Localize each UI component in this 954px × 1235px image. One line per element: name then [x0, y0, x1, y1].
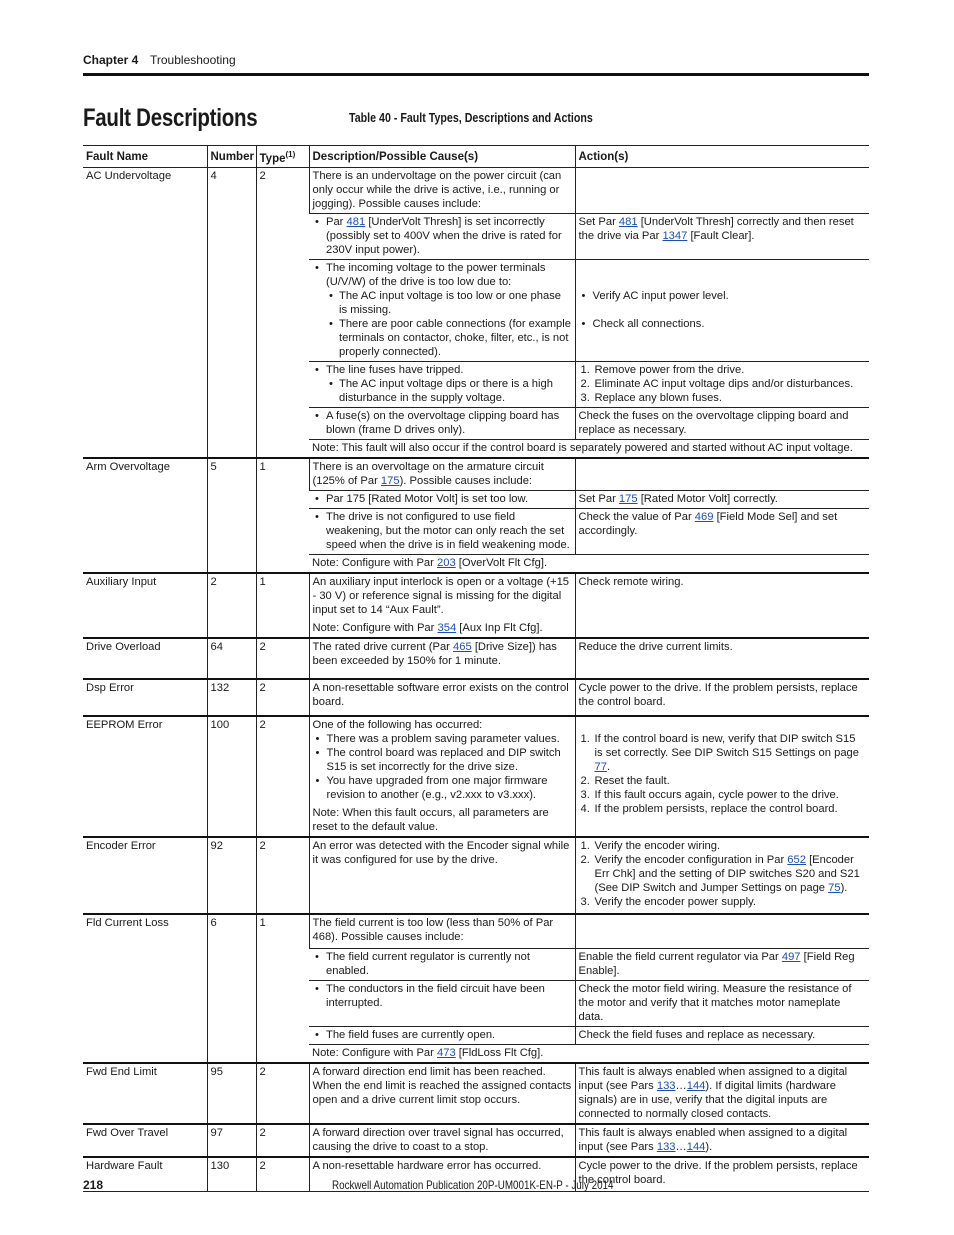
fault-type: 2 — [256, 1063, 309, 1124]
param-link[interactable]: 473 — [437, 1046, 456, 1059]
action-cell: Check the value of Par 469 [Field Mode Sel] and set accordingly. — [575, 508, 869, 554]
fault-number: 2 — [207, 573, 256, 638]
fault-number: 100 — [207, 716, 256, 837]
fault-description: An auxiliary input interlock is open or a voltage (+15 - 30 V) or reference signal is missing for the digital input set to 14 “Aux Fault”. Note: Configure with Par 354 [Aux Inp Flt Cfg]. — [309, 573, 575, 638]
fault-type: 1 — [256, 573, 309, 638]
table-row — [83, 638, 869, 679]
action-cell: Check the field fuses and replace as necessary. — [575, 1026, 869, 1044]
fault-number: 95 — [207, 1063, 256, 1124]
col-header-fault-name: Fault Name — [83, 146, 207, 168]
table-caption: Table 40 - Fault Types, Descriptions and Actions — [349, 110, 593, 125]
fault-description: A non-resettable software error exists on the control board. — [309, 679, 575, 716]
fault-note: Note: This fault will also occur if the control board is separately powered and started without AC input voltage. — [309, 439, 869, 458]
param-link[interactable]: 469 — [694, 510, 714, 523]
table-row — [83, 458, 869, 491]
fault-name: Drive Overload — [83, 638, 207, 679]
fault-action: Reduce the drive current limits. — [575, 638, 869, 679]
param-link[interactable]: 354 — [437, 621, 457, 634]
fault-action — [575, 167, 869, 213]
param-link[interactable]: 133 — [656, 1079, 676, 1092]
fault-action — [575, 914, 869, 949]
header-rule — [83, 73, 869, 76]
fault-name: Auxiliary Input — [83, 573, 207, 638]
action-cell: Check the motor field wiring. Measure the resistance of the motor and verify that it matches motor nameplate data. — [575, 980, 869, 1026]
table-row — [83, 167, 869, 213]
table-row — [83, 1124, 869, 1157]
action-cell: Remove power from the drive. Eliminate AC input voltage dips and/or disturbances. Replace any blown fuses. — [575, 361, 869, 407]
table-row — [83, 716, 869, 837]
fault-description: An error was detected with the Encoder signal while it was configured for use by the drive. — [309, 837, 575, 914]
page-number: 218 — [83, 1178, 104, 1192]
cause-cell: • A fuse(s) on the overvoltage clipping board has blown (frame D drives only). — [309, 407, 575, 439]
fault-action: Check remote wiring. — [575, 573, 869, 638]
fault-table — [83, 145, 869, 1192]
table-header-row — [83, 146, 869, 168]
fault-type: 2 — [256, 837, 309, 914]
fault-number: 64 — [207, 638, 256, 679]
fault-action: This fault is always enabled when assigned to a digital input (see Pars 133…144). If digital limits (hardware signals) are in use, verify that the digital inputs are connected to normally closed contacts. — [575, 1063, 869, 1124]
fault-type: 2 — [256, 167, 309, 458]
fault-description: A non-resettable hardware error has occurred. — [309, 1157, 575, 1192]
param-link[interactable]: 175 — [618, 492, 638, 505]
col-header-number: Number — [207, 146, 256, 168]
cause-cell: • The drive is not configured to use field weakening, but the motor can only reach the set speed when the drive is in field weakening mode. — [309, 508, 575, 554]
table-row — [83, 1063, 869, 1124]
fault-number: 130 — [207, 1157, 256, 1192]
type-footnote-ref: (1) — [285, 150, 296, 159]
cause-cell: • The conductors in the field circuit have been interrupted. — [309, 980, 575, 1026]
fault-name: Hardware Fault — [83, 1157, 207, 1192]
fault-action: This fault is always enabled when assigned to a digital input (see Pars 133…144). — [575, 1124, 869, 1157]
section-label: Troubleshooting — [150, 53, 236, 67]
param-link[interactable]: 652 — [787, 853, 806, 866]
fault-name: AC Undervoltage — [83, 167, 207, 458]
cause-cell: • The field fuses are currently open. — [309, 1026, 575, 1044]
fault-number: 6 — [207, 914, 256, 1063]
fault-name: Encoder Error — [83, 837, 207, 914]
fault-type: 2 — [256, 1157, 309, 1192]
page-title: Fault Descriptions — [83, 104, 258, 132]
fault-type: 1 — [256, 914, 309, 1063]
fault-name: Fwd Over Travel — [83, 1124, 207, 1157]
param-link[interactable]: 481 — [618, 215, 638, 228]
action-cell: • Verify AC input power level. • Check all connections. — [575, 259, 869, 361]
fault-type: 1 — [256, 458, 309, 573]
fault-action: Verify the encoder wiring. Verify the encoder configuration in Par 652 [Encoder Err Chk] and the setting of DIP switches S20 and S21 (See DIP Switch and Jumper Settings on page 75). Verify the encoder power supply. — [575, 837, 869, 914]
fault-description: The field current is too low (less than 50% of Par 468). Possible causes include: — [309, 914, 575, 949]
page-link[interactable]: 75 — [828, 881, 841, 894]
fault-name: Fld Current Loss — [83, 914, 207, 1063]
fault-note: Note: Configure with Par 203 [OverVolt Flt Cfg]. — [309, 554, 869, 573]
param-link[interactable]: 203 — [437, 556, 456, 569]
action-cell: Set Par 175 [Rated Motor Volt] correctly. — [575, 490, 869, 508]
cause-cell: • Par 175 [Rated Motor Volt] is set too low. — [309, 490, 575, 508]
fault-action: If the control board is new, verify that DIP switch S15 is set correctly. See DIP Switch S15 Settings on page 77. Reset the fault. If this fault occurs again, cycle power to the drive. If the problem persists, replace the control board. — [575, 716, 869, 837]
fault-description: There is an overvoltage on the armature circuit (125% of Par 175). Possible causes include: — [309, 458, 575, 491]
fault-action: Cycle power to the drive. If the problem persists, replace the control board. — [575, 1157, 869, 1192]
fault-type: 2 — [256, 716, 309, 837]
cause-cell: • The line fuses have tripped. • The AC input voltage dips or there is a high disturbance in the supply voltage. — [309, 361, 575, 407]
fault-number: 132 — [207, 679, 256, 716]
fault-type: 2 — [256, 1124, 309, 1157]
param-link[interactable]: 465 — [453, 640, 472, 653]
fault-description: A forward direction end limit has been reached. When the end limit is reached the assigned contacts open and a drive current limit stop occurs. — [309, 1063, 575, 1124]
fault-action — [575, 458, 869, 491]
fault-description: There is an undervoltage on the power circuit (can only occur while the drive is active, i.e., running or jogging). Possible causes include: — [309, 167, 575, 213]
fault-number: 4 — [207, 167, 256, 458]
chapter-label: Chapter 4 — [83, 53, 139, 67]
table-row — [83, 573, 869, 638]
table-row — [83, 679, 869, 716]
col-header-description: Description/Possible Cause(s) — [309, 146, 575, 168]
action-cell: Enable the field current regulator via Par 497 [Field Reg Enable]. — [575, 948, 869, 980]
table-row — [83, 837, 869, 914]
fault-number: 97 — [207, 1124, 256, 1157]
cause-cell: • The incoming voltage to the power terminals (U/V/W) of the drive is too low due to: • The AC input voltage is too low or one phase is missing. • There are poor cable connections (for example terminals on contactor, choke, filter, etc., is not properly connected). — [309, 259, 575, 361]
param-link[interactable]: 175 — [380, 474, 400, 487]
fault-note: Note: Configure with Par 473 [FldLoss Flt Cfg]. — [309, 1044, 869, 1063]
fault-number: 5 — [207, 458, 256, 573]
fault-type: 2 — [256, 679, 309, 716]
table-row — [83, 914, 869, 949]
fault-description: A forward direction over travel signal has occurred, causing the drive to coast to a stop. — [309, 1124, 575, 1157]
fault-name: Fwd End Limit — [83, 1063, 207, 1124]
param-link[interactable]: 497 — [781, 950, 801, 963]
fault-type: 2 — [256, 638, 309, 679]
cause-cell: • Par 481 [UnderVolt Thresh] is set incorrectly (possibly set to 400V when the drive is rated for 230V input power). — [309, 213, 575, 259]
publication-info: Rockwell Automation Publication 20P-UM001K-EN-P - July 2014 — [332, 1178, 614, 1192]
param-link[interactable]: 133 — [656, 1140, 676, 1153]
action-cell: Check the fuses on the overvoltage clipping board and replace as necessary. — [575, 407, 869, 439]
fault-description: The rated drive current (Par 465 [Drive Size]) has been exceeded by 150% for 1 minute. — [309, 638, 575, 679]
col-header-actions: Action(s) — [575, 146, 869, 168]
action-cell: Set Par 481 [UnderVolt Thresh] correctly and then reset the drive via Par 1347 [Fault Clear]. — [575, 213, 869, 259]
param-link[interactable]: 481 — [346, 215, 366, 228]
col-header-type: Type$^{(1)}$ — [256, 146, 309, 168]
param-link[interactable]: 1347 — [662, 229, 688, 242]
param-link[interactable]: 144 — [686, 1140, 706, 1153]
page-link[interactable]: 77 — [594, 760, 607, 773]
fault-description: One of the following has occurred: • There was a problem saving parameter values. • The control board was replaced and DIP switch S15 is set incorrectly for the drive size. • You have upgraded from one major firmware revision to another (e.g., v2.xxx to v3.xxx). Note: When this fault occurs, all parameters are reset to the default value. — [309, 716, 575, 837]
fault-action: Cycle power to the drive. If the problem persists, replace the control board. — [575, 679, 869, 716]
fault-number: 92 — [207, 837, 256, 914]
fault-table-wrapper — [83, 145, 869, 1197]
fault-name: Arm Overvoltage — [83, 458, 207, 573]
fault-name: EEPROM Error — [83, 716, 207, 837]
fault-name: Dsp Error — [83, 679, 207, 716]
param-link[interactable]: 144 — [686, 1079, 706, 1092]
cause-cell: • The field current regulator is currently not enabled. — [309, 948, 575, 980]
